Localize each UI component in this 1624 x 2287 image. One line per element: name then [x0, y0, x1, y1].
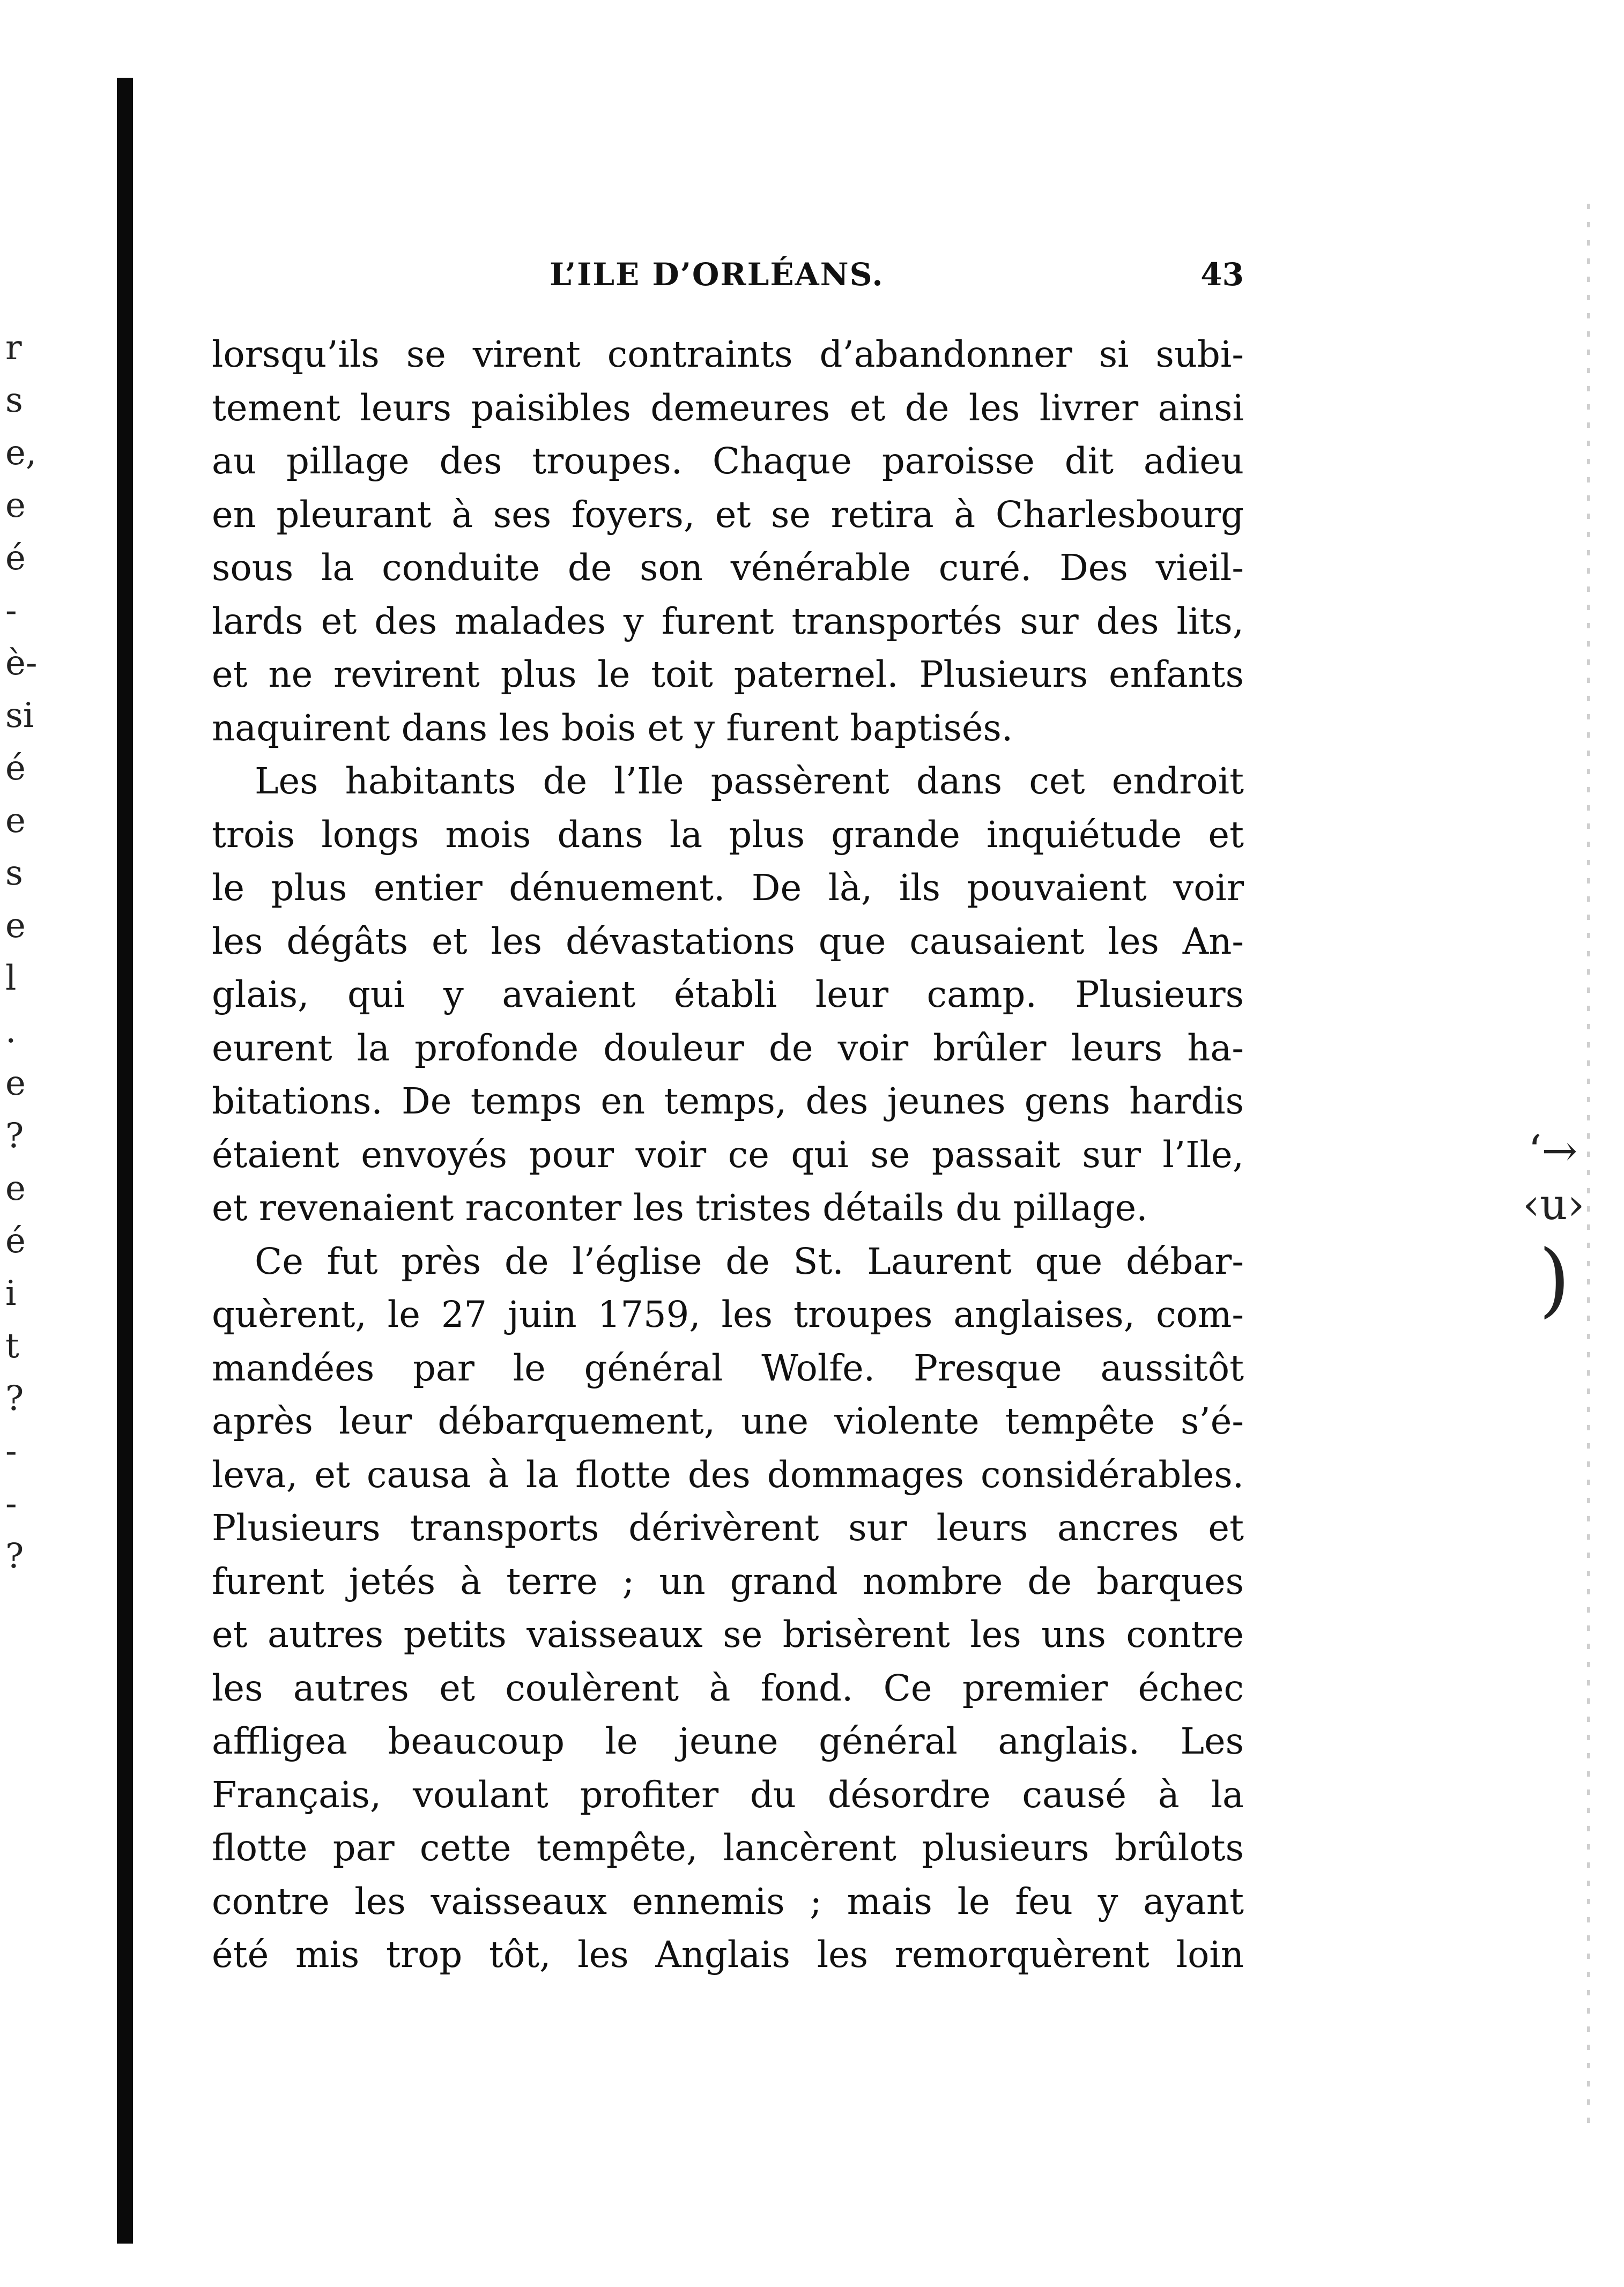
- text-line: glais, qui y avaient établi leur camp. Plusieurs: [212, 974, 1244, 1015]
- fragment: i: [5, 1274, 17, 1313]
- text-line: mandées par le général Wolfe. Presque aussitôt: [212, 1347, 1244, 1389]
- text-line: naquirent dans les bois et y furent baptisés.: [212, 707, 1013, 749]
- text-line: tement leurs paisibles demeures et de les livrer ainsi: [212, 387, 1244, 429]
- fragment: è-: [5, 643, 38, 683]
- text-line: bitations. De temps en temps, des jeunes gens hardis: [212, 1080, 1244, 1122]
- text-line: lards et des malades y furent transportés sur des lits,: [212, 600, 1244, 642]
- text-line: Ce fut près de l’église de St. Laurent que débar-: [255, 1240, 1244, 1282]
- right-edge-marks: [1523, 418, 1592, 1383]
- edge-mark: ‹u›: [1523, 1179, 1585, 1229]
- text-line: leva, et causa à la flotte des dommages considérables.: [212, 1453, 1244, 1496]
- fragment: si: [5, 696, 34, 736]
- text-line: au pillage des troupes. Chaque paroisse dit adieu: [212, 440, 1244, 482]
- text-line: après leur débarquement, une violente tempête s’é-: [212, 1400, 1244, 1442]
- text-line: étaient envoyés pour voir ce qui se passait sur l’Ile,: [212, 1133, 1244, 1176]
- fragment: é: [5, 748, 26, 788]
- text-line: eurent la profonde douleur de voir brûler leurs ha-: [212, 1027, 1244, 1069]
- text-line: Plusieurs transports dérivèrent sur leurs ancres et: [212, 1507, 1244, 1549]
- text-line: furent jetés à terre ; un grand nombre de barques: [212, 1560, 1244, 1602]
- fragment: r: [5, 328, 22, 368]
- text-line: et revenaient raconter les tristes détails du pillage.: [212, 1187, 1148, 1229]
- text-line: les dégâts et les dévastations que causaient les An-: [212, 920, 1244, 962]
- text-line: les autres et coulèrent à fond. Ce premier échec: [212, 1667, 1244, 1709]
- fragment: -: [5, 591, 17, 630]
- fragment: e: [5, 486, 26, 525]
- fragment: ?: [5, 1379, 24, 1419]
- text-line: trois longs mois dans la plus grande inquiétude et: [212, 813, 1244, 856]
- text-line: contre les vaisseaux ennemis ; mais le feu y ayant: [212, 1880, 1244, 1922]
- text-line: été mis trop tôt, les Anglais les remorquèrent loin: [212, 1934, 1244, 1976]
- text-line: et autres petits vaisseaux se brisèrent les uns contre: [212, 1614, 1244, 1655]
- text-line: en pleurant à ses foyers, et se retira à Charlesbourg: [212, 493, 1244, 536]
- text-line: quèrent, le 27 juin 1759, les troupes anglaises, com-: [212, 1294, 1244, 1335]
- fragment: s: [5, 853, 23, 893]
- edge-mark: ): [1539, 1233, 1570, 1326]
- text-line: et ne revirent plus le toit paternel. Plusieurs enfants: [212, 654, 1244, 695]
- fragment: -: [5, 1484, 17, 1524]
- edge-mark: ʻ→: [1528, 1126, 1578, 1176]
- fragment: ?: [5, 1536, 24, 1576]
- fragment: e: [5, 1064, 26, 1103]
- fragment: .: [5, 1011, 17, 1051]
- fragment: -: [5, 1431, 17, 1471]
- running-head: [212, 256, 1244, 299]
- text-line: le plus entier dénuement. De là, ils pouvaient voir: [212, 867, 1244, 909]
- fragment: ?: [5, 1116, 24, 1156]
- fragment: e: [5, 801, 26, 841]
- running-title: L’ILE D’ORLÉANS.: [550, 256, 884, 293]
- previous-page-fragments: [5, 322, 43, 1583]
- text-line: lorsqu’ils se virent contraints d’abandonner si subi-: [212, 333, 1244, 375]
- text-line: sous la conduite de son vénérable curé. Des vieil-: [212, 547, 1244, 589]
- fragment: l: [5, 959, 17, 998]
- page-number: 43: [1200, 256, 1244, 293]
- text-line: Français, voulant profiter du désordre causé à la: [212, 1773, 1244, 1816]
- body-text: [212, 328, 1244, 1982]
- fragment: e: [5, 1169, 26, 1208]
- fragment: t: [5, 1326, 19, 1366]
- fragment: s: [5, 381, 23, 420]
- text-line: Les habitants de l’Ile passèrent dans cet endroit: [255, 760, 1244, 802]
- fragment: é: [5, 1221, 26, 1261]
- fragment: e: [5, 906, 26, 946]
- binding-gutter-shadow: [117, 78, 133, 2244]
- fragment: é: [5, 538, 26, 578]
- text-line: flotte par cette tempête, lancèrent plusieurs brûlots: [212, 1827, 1244, 1869]
- text-line: affligea beaucoup le jeune général anglais. Les: [212, 1720, 1244, 1762]
- fragment: e,: [5, 433, 37, 473]
